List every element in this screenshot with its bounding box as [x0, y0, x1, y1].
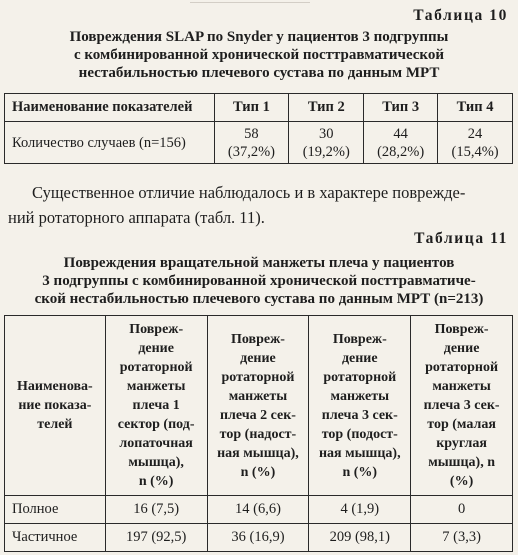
table-cell: 197 (92,5) — [105, 524, 207, 552]
cropped-text-fragment — [190, 0, 310, 3]
table-11-number: Таблица 11 — [414, 230, 508, 247]
table-cell — [438, 122, 513, 164]
body-paragraph — [8, 180, 510, 230]
table-cell: 209 (98,1) — [309, 524, 411, 552]
table-10-header-cell: Тип 3 — [364, 94, 438, 122]
table-10-number: Таблица 10 — [413, 7, 508, 24]
table-cell: 4 (1,9) — [309, 496, 411, 524]
table-11-header-cell: Повреж- дение ротаторной манжеты плеча 2 сек- тор (надост- ная мышца), n (%) — [207, 316, 309, 496]
cell-percent: (15,4%) — [451, 143, 499, 160]
table-11-header-row — [5, 316, 513, 496]
table-11-title-line: Повреждения вращательной манжеты плеча у пациентов — [63, 255, 455, 271]
table-10-header-cell: Тип 4 — [438, 94, 513, 122]
row-label: Полное — [5, 496, 106, 524]
table-11-title-line: ской нестабильностью плечевого сустава по данным МРТ (n=213) — [34, 291, 484, 307]
row-label: Количество случаев (n=156) — [5, 122, 215, 164]
table-cell: 7 (3,3) — [411, 524, 513, 552]
table-10-header-cell: Наименование показателей — [5, 94, 215, 122]
table-cell: 0 — [411, 496, 513, 524]
table-10-title-line: нестабильностью плечевого сустава по данным МРТ — [78, 65, 440, 81]
cell-percent: (19,2%) — [302, 143, 350, 160]
paragraph-line: ний ротаторного аппарата (табл. 11). — [8, 208, 265, 227]
table-10-header-row — [5, 94, 513, 122]
table-10-header-cell: Тип 2 — [289, 94, 364, 122]
table-11-header-cell: Повреж- дение ротаторной манжеты плеча 3 сек- тор (малая круглая мышца), n (%) — [411, 316, 513, 496]
table-10-title — [6, 28, 512, 82]
table-row — [5, 122, 513, 164]
cell-percent: (37,2%) — [227, 143, 275, 160]
table-10-header-cell: Тип 1 — [214, 94, 289, 122]
table-cell: 16 (7,5) — [105, 496, 207, 524]
table-10-title-line: с комбинированной хронической посттравматической — [73, 47, 445, 63]
table-10-title-line: Повреждения SLAP по Snyder у пациентов 3 подгруппы — [69, 29, 449, 45]
cell-percent: (28,2%) — [377, 143, 425, 160]
table-11-title — [6, 254, 512, 308]
table-cell — [214, 122, 289, 164]
row-label: Частичное — [5, 524, 106, 552]
table-cell — [289, 122, 364, 164]
table-row — [5, 524, 513, 552]
table-row — [5, 496, 513, 524]
table-11 — [4, 315, 513, 552]
paragraph-line: Существенное отличие наблюдалось и в характере поврежде- — [32, 183, 466, 202]
table-11-title-line: 3 подгруппы с комбинированной хронической посттравматиче- — [42, 273, 476, 289]
table-11-header-cell: Повреж- дение ротаторной манжеты плеча 1 сектор (под- лопаточная мышца), n (%) — [105, 316, 207, 496]
table-cell: 14 (6,6) — [207, 496, 309, 524]
table-cell: 36 (16,9) — [207, 524, 309, 552]
table-cell — [364, 122, 438, 164]
table-11-header-cell: Наименова- ние показа- телей — [5, 316, 106, 496]
cell-count: 24 — [467, 125, 483, 142]
cell-count: 30 — [319, 125, 334, 142]
table-11-header-cell: Повреж- дение ротаторной манжеты плеча 3 сек- тор (подост- ная мышца), n (%) — [309, 316, 411, 496]
cell-count: 44 — [393, 125, 408, 142]
table-10 — [4, 93, 513, 164]
cell-count: 58 — [244, 125, 259, 142]
